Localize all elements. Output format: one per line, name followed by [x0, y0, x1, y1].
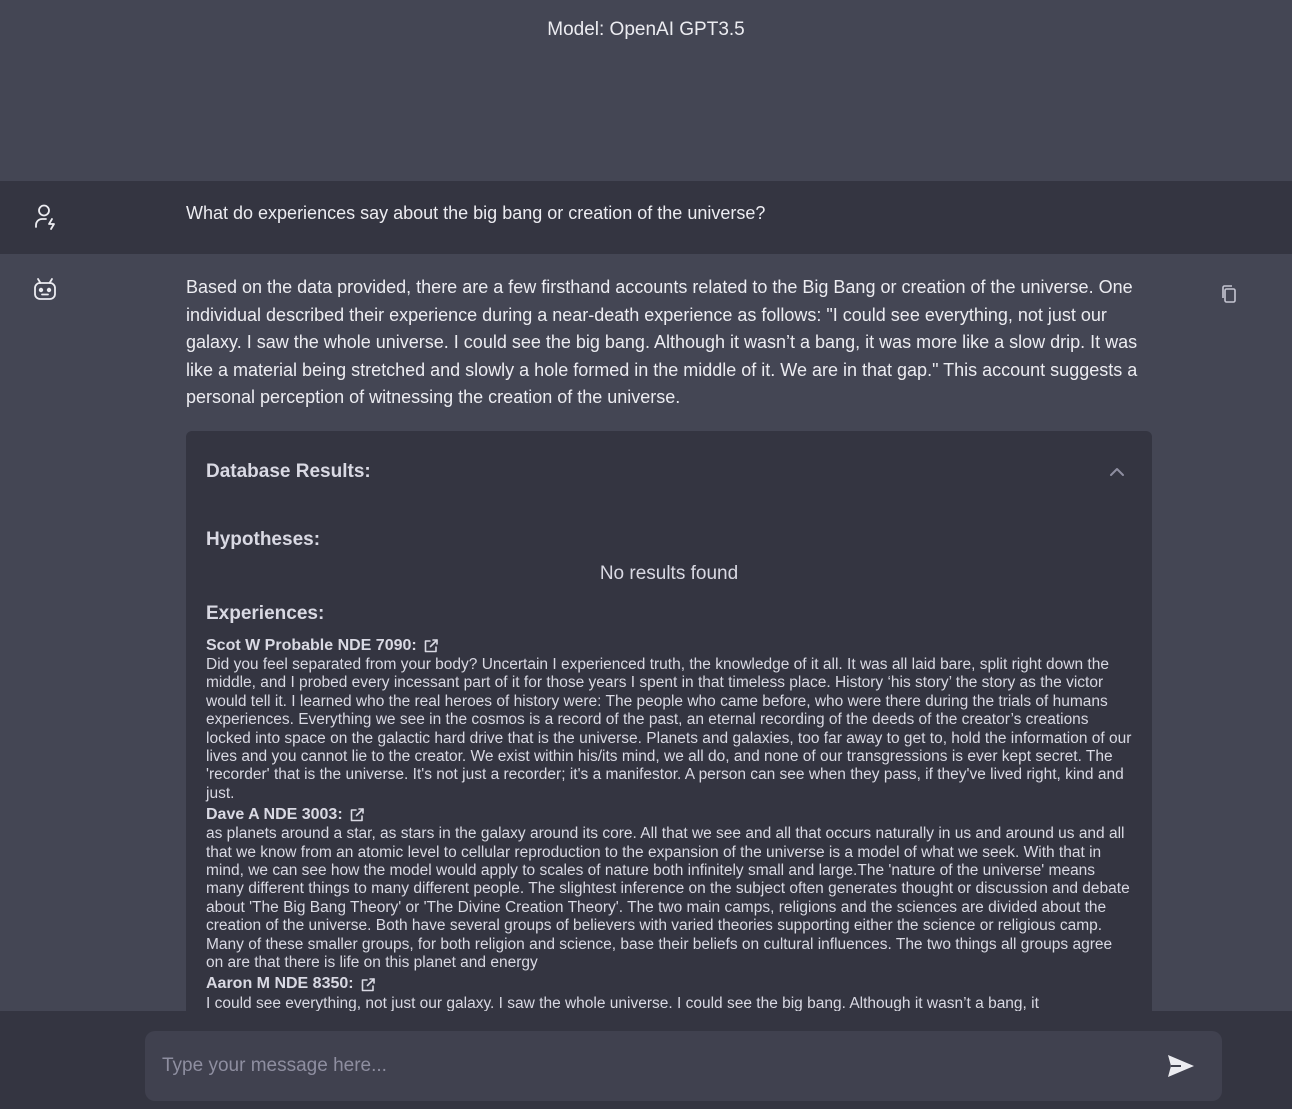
experience-body: I could see everything, not just our galaxy. I saw the whole universe. I could see the big bang. Although it wasn’t a bang, it [206, 994, 1039, 1011]
message-input[interactable] [162, 1031, 1142, 1101]
user-message-row [0, 181, 1292, 254]
external-link-icon[interactable] [349, 807, 365, 823]
no-results-text: No results found [599, 563, 739, 584]
user-message-text: What do experiences say about the big bang or creation of the universe? [186, 203, 766, 223]
database-results-title: Database Results: [206, 461, 371, 482]
bot-message-text: Based on the data provided, there are a few firsthand accounts related to the Big Bang or creation of the universe. One individual described their experience during a near-death experience as follows: "I could see everything, not just our galaxy. I saw the whole universe. I could see the big bang. Although it wasn’t a bang, it was more like a slow drip. It was like a material being stretched and slowly a hole formed in the middle of it. We are in that gap." This account suggests a personal perception of witnessing the creation of the universe. [186, 277, 1138, 408]
experience-title: Dave A NDE 3003: [206, 806, 343, 824]
experiences-list [206, 636, 1132, 1011]
experience-item [206, 975, 1132, 1012]
external-link-icon[interactable] [423, 638, 439, 654]
composer-box [145, 1031, 1222, 1101]
hypotheses-heading: Hypotheses: [206, 529, 321, 550]
copy-icon[interactable] [1219, 283, 1239, 305]
experience-title: Aaron M NDE 8350: [206, 975, 354, 993]
external-link-icon[interactable] [360, 977, 376, 993]
experiences-heading: Experiences: [206, 603, 325, 624]
bot-message-row [0, 254, 1292, 1011]
database-results-panel [186, 431, 1152, 1011]
robot-icon [32, 276, 58, 302]
composer-bar [0, 1011, 1292, 1109]
user-bolt-icon [33, 203, 59, 231]
chevron-up-icon[interactable] [1108, 465, 1126, 477]
experience-body: as planets around a star, as stars in the galaxy around its core. All that we see and all that occurs naturally in us and around us and all that we know from an atomic level to cellular reproduction to the expansion of the universe is a model of what we seek. With that in mind, we can see how the model would apply to scales of nature both infinitely small and large.The 'nature of the universe' means many different things to many different people. The slightest inference on the subject often generates thought or discussion and debate about 'The Big Bang Theory' or 'The Divine Creation Theory'. The two main camps, religions and the sciences are divided about the creation of the universe. Both have several groups of believers with varied theories supporting either the science or religious camp. Many of these smaller groups, for both religion and science, base their beliefs on cultural influences. The two things all groups agree on are that there is life on this planet and energy [206, 825, 1130, 972]
experience-item [206, 805, 1132, 972]
experience-body: Did you feel separated from your body? Uncertain I experienced truth, the knowledge of it all. It was all laid bare, split right down the middle, and I probed every incessant part of it for those years I spent in that timeless place. History ‘his story’ the story as the victor would tell it. I learned who the real heroes of history were: The people who came before, who were there during the trials of humans experiences. Everything we see in the cosmos is a record of the past, an eternal recording of the deeds of the creator’s creations locked into space on the galactic hard drive that is the universe. Planets and galaxies, too far away to get to, hold the information of our lives and you cannot lie to the creator. We exist within his/its mind, we all do, and none of our transgressions is ever kept secret. The 'recorder' that is the universe. It's not just a recorder; it's a manifestor. A person can see when they pass, if they've lived right, kind and just. [206, 656, 1132, 802]
experience-item [206, 636, 1132, 803]
chat-header [0, 0, 1292, 181]
send-icon[interactable] [1167, 1053, 1195, 1079]
experience-title: Scot W Probable NDE 7090: [206, 636, 417, 654]
model-label: Model: OpenAI GPT3.5 [547, 19, 745, 40]
